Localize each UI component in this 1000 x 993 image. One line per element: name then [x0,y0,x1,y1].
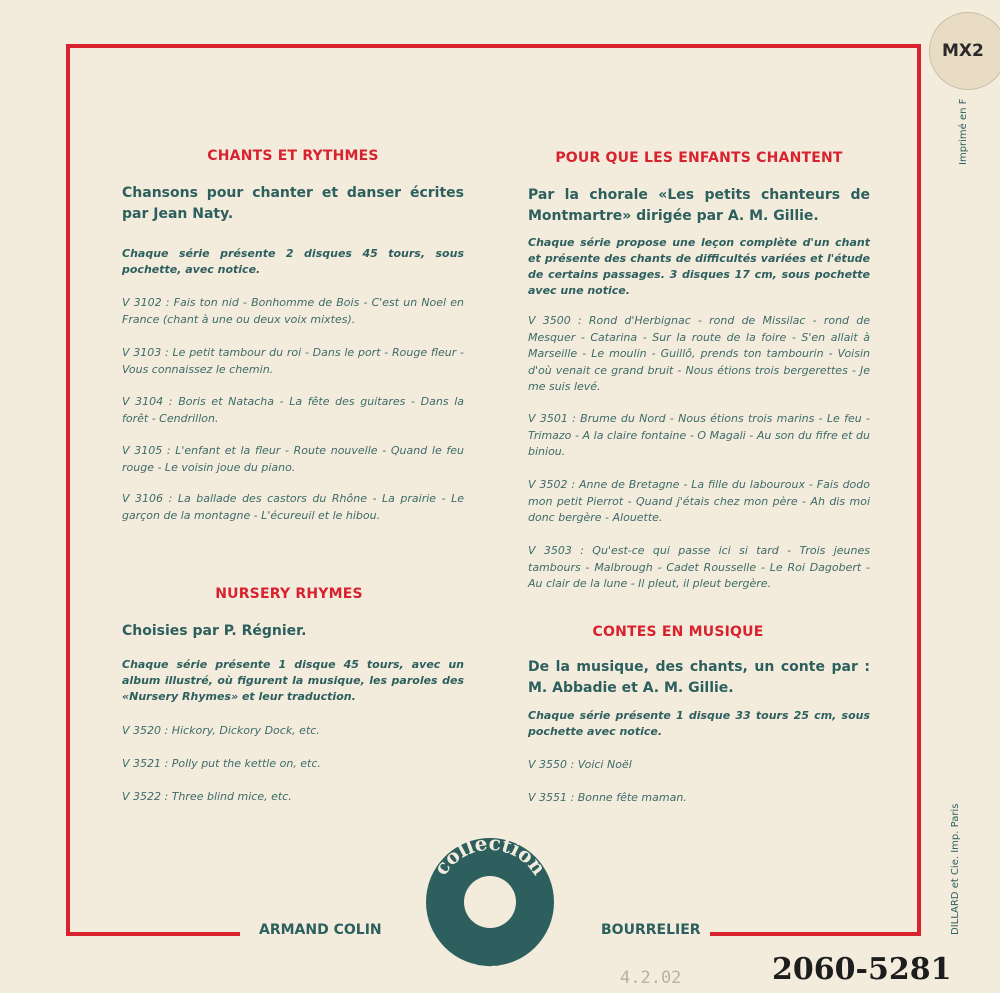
collection-sonore-logo [418,830,562,974]
section-note: Chaque série présente 1 disque 45 tours, avec un album illustré, où figurent la musique, les paroles des «Nursery Rhymes» et leur traduction. [122,658,464,703]
section-note: Chaque série présente 2 disques 45 tours, sous pochette, avec notice. [122,247,464,276]
section-title-contes-en-musique: CONTES EN MUSIQUE [592,624,764,640]
publisher-armand-colin: ARMAND COLIN [259,922,382,938]
logo-text-bottom: sonore [452,937,528,972]
list-item: V 3106 : La ballade des castors du Rhône - La prairie - Le garçon de la montagne - L'écureuil et le hibou. [122,492,464,522]
section-title-pour-que-les-enfants-chantent: POUR QUE LES ENFANTS CHANTENT [555,150,843,166]
list-item: V 3500 : Rond d'Herbignac - rond de Missilac - rond de Mesquer - Catarina - Sur la route de la foire - S'en allait à Marseille - Le moulin - Guillô, prends ton tambourin - Voisin d'où venait ce grand bruit - Nous étions trois bergerettes - Je me suis levé. [528,314,870,393]
list-item: V 3103 : Le petit tambour du roi - Dans le port - Rouge fleur - Vous connaissez le chemin. [122,346,464,376]
list-item: V 3522 : Three blind mice, etc. [122,790,292,803]
pencil-date-annotation: 4.2.02 [620,968,682,988]
printed-in-note: Imprimé en F [958,98,969,165]
handwritten-catalog-number: 2060-5281 [772,952,952,987]
list-item: V 3501 : Brume du Nord - Nous étions trois marins - Le feu - Trimazo - A la claire fontaine - O Magali - Au son du fifre et du biniou. [528,412,870,458]
section-subtitle: Par la chorale «Les petits chanteurs de Montmartre» dirigée par A. M. Gillie. [528,187,870,224]
list-item: V 3502 : Anne de Bretagne - La fille du labouroux - Fais dodo mon petit Pierrot - Quand j'étais chez mon père - Ah dis moi donc bergère - Alouette. [528,478,870,524]
section-note: Chaque série présente 1 disque 33 tours 25 cm, sous pochette avec notice. [528,709,870,738]
list-item: V 3104 : Boris et Natacha - La fête des guitares - Dans la forêt - Cendrillon. [122,395,464,425]
printer-credit: DILLARD et Cie. Imp. Paris [950,803,961,935]
list-item: V 3551 : Bonne fête maman. [528,791,687,804]
section-subtitle: Chansons pour chanter et danser écrites par Jean Naty. [122,185,464,222]
logo-center-hole [464,876,516,928]
list-item: V 3520 : Hickory, Dickory Dock, etc. [122,724,320,737]
logo-text-top: collection [428,830,552,880]
section-subtitle: De la musique, des chants, un conte par : M. Abbadie et A. M. Gillie. [528,659,870,696]
section-title-chants-et-rythmes: CHANTS ET RYTHMES [207,148,379,164]
list-item: V 3105 : L'enfant et la fleur - Route nouvelle - Quand le feu rouge - Le voisin joue du piano. [122,444,464,474]
section-subtitle: Choisies par P. Régnier. [122,623,307,639]
list-item: V 3521 : Polly put the kettle on, etc. [122,757,321,770]
list-item: V 3550 : Voici Noël [528,758,632,771]
section-title-nursery-rhymes: NURSERY RHYMES [215,586,363,602]
publisher-bourrelier: BOURRELIER [601,922,701,938]
sticker-label: MX2 [942,41,984,61]
catalog-sticker [929,12,1000,90]
list-item: V 3102 : Fais ton nid - Bonhomme de Bois - C'est un Noel en France (chant à une ou deux voix mixtes). [122,296,464,326]
list-item: V 3503 : Qu'est-ce qui passe ici si tard - Trois jeunes tambours - Malbrough - Cadet Rousselle - Le Roi Dagobert - Au clair de la lune - Il pleut, il pleut bergère. [528,544,870,590]
section-note: Chaque série propose une leçon complète d'un chant et présente des chants de difficultés variées et l'étude de certains passages. 3 disques 17 cm, sous pochette avec une notice. [528,236,870,297]
